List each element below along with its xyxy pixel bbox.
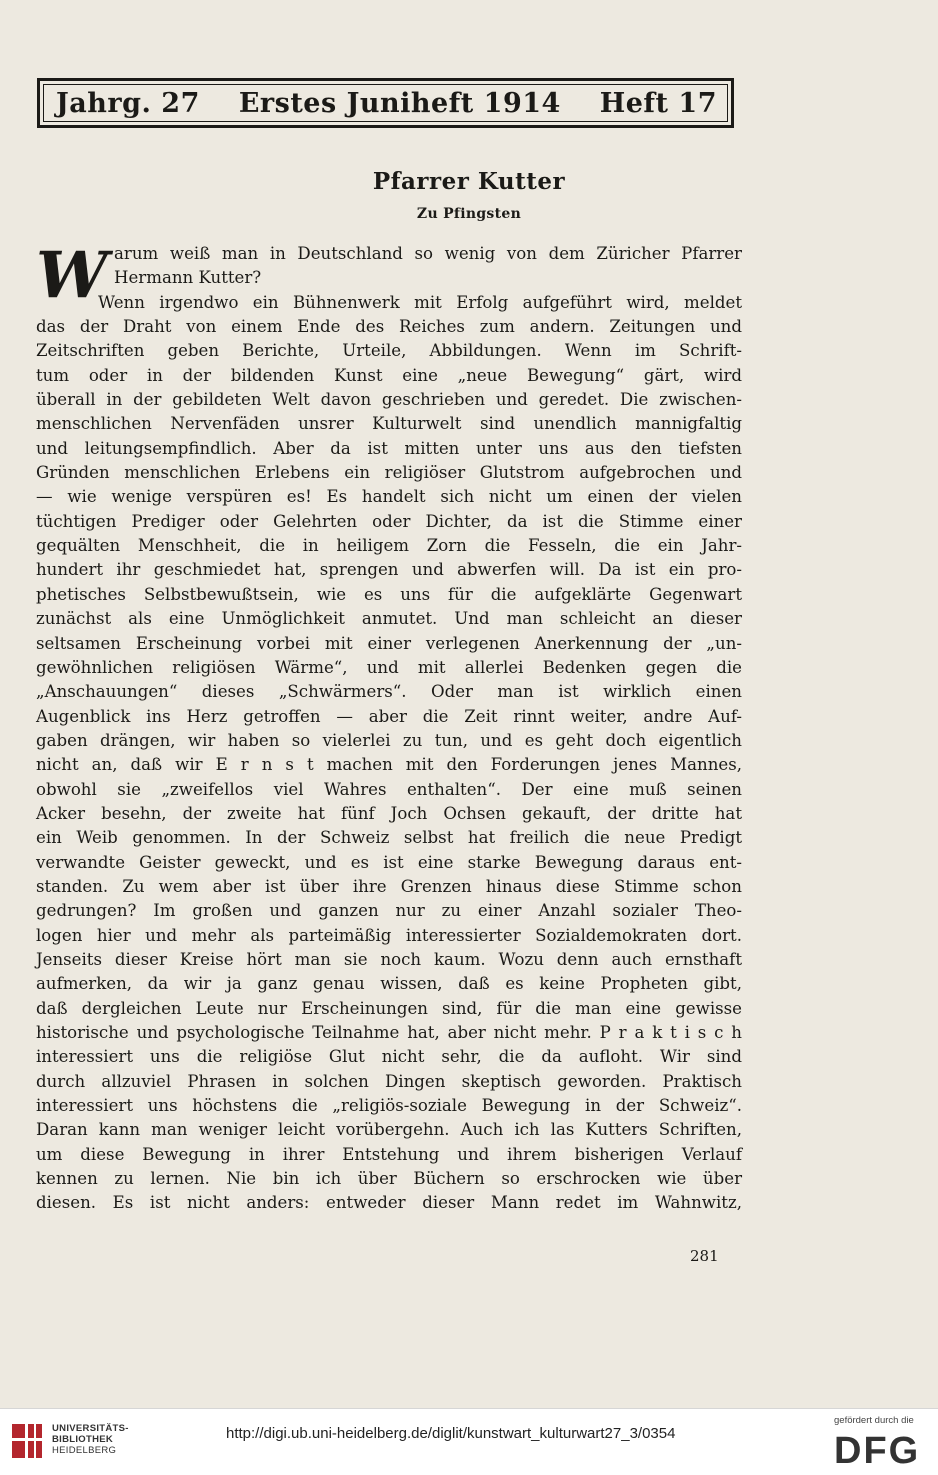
text-line: hundert ihr geschmiedet hat, sprengen und abwerfen will. Da ist ein pro- — [36, 560, 742, 580]
text-line: Gründen menschlichen Erlebens ein religiöser Glutstrom aufgebrochen und — [36, 463, 742, 483]
text-line: logen hier und mehr als parteimäßig interessierter Sozialdemokraten dort. — [36, 925, 742, 945]
text-line: interessiert uns die religiöse Glut nicht sehr, die da aufloht. Wir sind — [36, 1047, 742, 1067]
page-number: 281 — [690, 1247, 719, 1265]
funded-by-label: gefördert durch die — [834, 1415, 914, 1426]
text-line: das der Draht von einem Ende des Reiches zum andern. Zeitungen und — [36, 317, 742, 337]
text-line: daß dergleichen Leute nur Erscheinungen sind, für die man eine gewisse — [36, 998, 742, 1018]
issue-label: Erstes Juniheft 1914 — [238, 87, 561, 119]
text-line: Acker besehn, der zweite hat fünf Joch Ochsen gekauft, der dritte hat — [36, 803, 742, 823]
text-line: Daran kann man weniger leicht vorübergehn. Auch ich las Kutters Schriften, — [36, 1120, 742, 1140]
text-line: seltsamen Erscheinung vorbei mit einer verlegenen Anerkennung der „un- — [36, 633, 742, 653]
text-line: gequälten Menschheit, die in heiligem Zorn die Fesseln, die ein Jahr- — [36, 536, 742, 556]
text-line: obwohl sie „zweifellos viel Wahres enthalten“. Der eine muß seinen — [36, 779, 742, 799]
library-name — [52, 1423, 129, 1456]
volume-label: Jahrg. 27 — [56, 87, 200, 119]
text-line: Hermann Kutter? — [114, 268, 262, 288]
text-line: historische und psychologische Teilnahme hat, aber nicht mehr. P r a k t i s c h — [36, 1023, 742, 1042]
text-line: überall in der gebildeten Welt davon geschrieben und geredet. Die zwischen- — [36, 390, 742, 410]
permalink-url[interactable]: http://digi.ub.uni-heidelberg.de/diglit/kunstwart_kulturwart27_3/0354 — [226, 1425, 676, 1442]
number-label: Heft 17 — [599, 87, 717, 119]
text-line: tüchtigen Prediger oder Gelehrten oder Dichter, da ist die Stimme einer — [36, 511, 742, 531]
text-line: diesen. Es ist nicht anders: entweder dieser Mann redet im Wahnwitz, — [36, 1193, 742, 1213]
text-line: — wie wenige verspüren es! Es handelt sich nicht um einen der vielen — [36, 487, 742, 507]
text-line: und leitungsempfindlich. Aber da ist mitten unter uns aus den tiefsten — [36, 438, 742, 458]
text-line: kennen zu lernen. Nie bin ich über Büchern so erschrocken wie über — [36, 1169, 742, 1189]
text-line: nicht an, daß wir E r n s t machen mit den Forderungen jenes Mannes, — [36, 755, 742, 775]
text-line: gaben drängen, wir haben so vielerlei zu tun, und es geht doch eigentlich — [36, 730, 742, 750]
text-line: zunächst als eine Unmöglichkeit anmutet. Und man schleicht an dieser — [36, 609, 742, 629]
dfg-logo: DFG — [834, 1430, 921, 1472]
viewer-footer — [0, 1408, 938, 1475]
text-line: „Anschauungen“ dieses „Schwärmers“. Oder man ist wirklich einen — [36, 682, 742, 702]
text-line: Zeitschriften geben Berichte, Urteile, Abbildungen. Wenn im Schrift- — [36, 341, 742, 361]
text-line: um diese Bewegung in ihrer Entstehung und ihrem bisherigen Verlauf — [36, 1144, 742, 1164]
article-body — [36, 238, 742, 1216]
text-line: verwandte Geister geweckt, und es ist eine starke Bewegung daraus ent- — [36, 852, 742, 872]
article-subtitle: Zu Pfingsten — [416, 206, 522, 222]
text-line: menschlichen Nervenfäden unsrer Kulturwelt sind unendlich mannigfaltig — [36, 414, 742, 434]
text-line: Augenblick ins Herz getroffen — aber die Zeit rinnt weiter, andre Auf- — [36, 706, 742, 726]
text-line: ein Weib genommen. In der Schweiz selbst hat freilich die neue Predigt — [36, 828, 742, 848]
text-line: Jenseits dieser Kreise hört man sie noch kaum. Wozu denn auch ernsthaft — [36, 949, 742, 969]
university-library-logo-icon — [10, 1420, 46, 1462]
text-line: aufmerken, da wir ja ganz genau wissen, daß es keine Propheten gibt, — [36, 974, 742, 994]
text-line: phetisches Selbstbewußtsein, wie es uns für die aufgeklärte Gegenwart — [36, 584, 742, 604]
text-line: arum weiß man in Deutschland so wenig von dem Züricher Pfarrer — [114, 244, 742, 263]
text-line: tum oder in der bildenden Kunst eine „neue Bewegung“ gärt, wird — [36, 365, 742, 385]
text-line: gedrungen? Im großen und ganzen nur zu einer Anzahl sozialer Theo- — [36, 901, 742, 921]
drop-cap: W — [36, 238, 106, 313]
running-header — [37, 78, 734, 128]
article-title: Pfarrer Kutter — [372, 168, 566, 195]
text-line: durch allzuviel Phrasen in solchen Dingen skeptisch geworden. Praktisch — [36, 1071, 742, 1091]
text-line: standen. Zu wem aber ist über ihre Grenzen hinaus diese Stimme schon — [36, 876, 742, 896]
library-name-line: HEIDELBERG — [52, 1445, 117, 1456]
text-line: Wenn irgendwo ein Bühnenwerk mit Erfolg aufgeführt wird, meldet — [98, 292, 742, 312]
library-name-line: UNIVERSITÄTS- — [52, 1423, 129, 1434]
text-line: interessiert uns höchstens die „religiös-soziale Bewegung in der Schweiz“. — [36, 1096, 742, 1116]
text-line: gewöhnlichen religiösen Wärme“, und mit allerlei Bedenken gegen die — [36, 657, 742, 677]
library-name-line: BIBLIOTHEK — [52, 1434, 114, 1445]
